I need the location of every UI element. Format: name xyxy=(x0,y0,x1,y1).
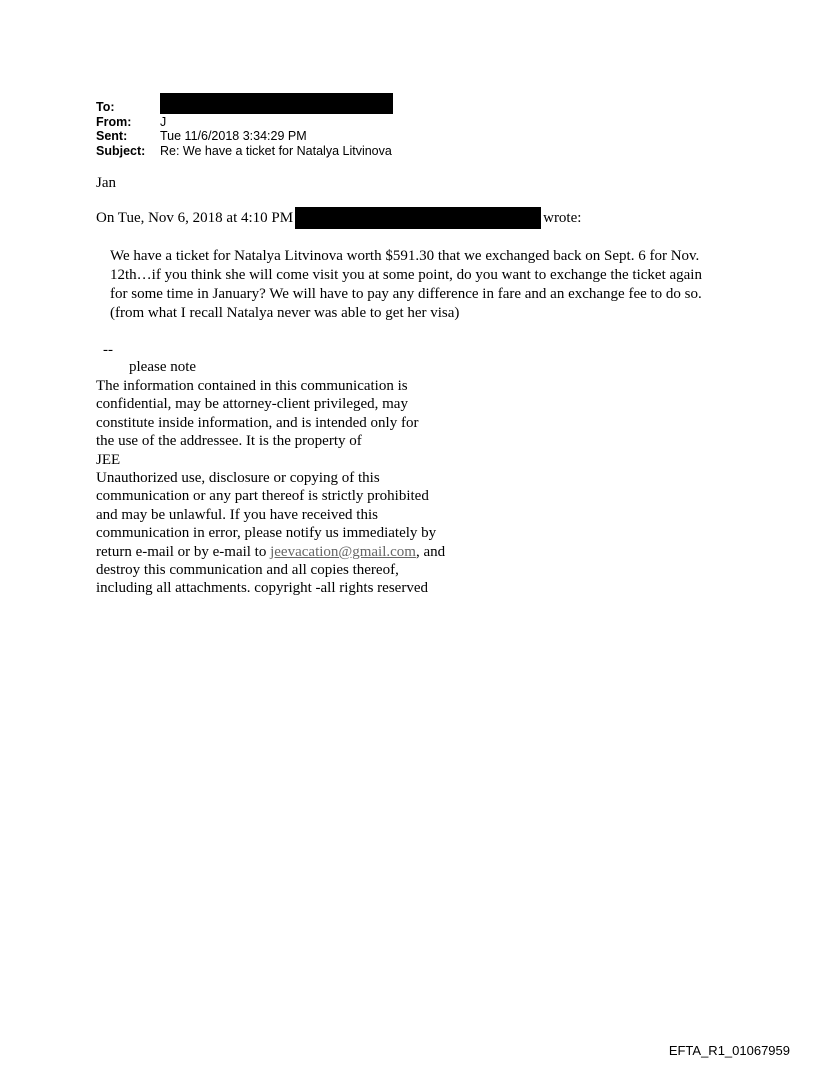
disclaimer-email-line xyxy=(96,543,496,561)
email-prefix: return e-mail or by e-mail to xyxy=(96,543,271,560)
signature-separator: -- xyxy=(103,342,113,358)
email-link[interactable]: jeevacation@gmail.com xyxy=(270,543,416,560)
disclaimer-line: including all attachments. copyright -all rights reserved xyxy=(96,580,428,597)
quote-attribution xyxy=(96,207,581,229)
attribution-wrote: wrote: xyxy=(543,209,582,226)
disclaimer-line: communication in error, please notify us immediately by xyxy=(96,525,437,542)
disclaimer-line: Unauthorized use, disclosure or copying of this xyxy=(96,470,380,487)
disclaimer-line: constitute inside information, and is intended only for xyxy=(96,414,419,431)
subject-value: Re: We have a ticket for Natalya Litvinova xyxy=(160,143,392,158)
to-label: To: xyxy=(96,100,115,114)
from-value: J xyxy=(160,114,167,129)
to-redaction xyxy=(160,93,393,114)
disclaimer-line: destroy this communication and all copies thereof, xyxy=(96,562,399,579)
disclaimer-line: The information contained in this communication is xyxy=(96,378,408,394)
from-label: From: xyxy=(96,114,132,129)
sent-label: Sent: xyxy=(96,129,128,143)
signature-note: please note xyxy=(129,359,197,375)
sent-value: Tue 11/6/2018 3:34:29 PM xyxy=(160,129,307,143)
email-header xyxy=(96,100,393,158)
sender-redaction xyxy=(295,207,541,229)
quoted-message: We have a ticket for Natalya Litvinova worth $591.30 that we exchanged back on Sept. 6 for Nov. 12th…if you think she will come visit you at some point, do you want to exchange the ticket again for some time in January? We will have to pay any difference in fare and an exchange fee to do so. (from what I recall Natalya never was able to get her visa) xyxy=(110,248,702,321)
salutation: Jan xyxy=(96,175,116,191)
attribution-date: On Tue, Nov 6, 2018 at 4:10 PM xyxy=(96,209,294,226)
disclaimer-line: and may be unlawful. If you have received this xyxy=(96,506,378,523)
confidentiality-disclaimer xyxy=(96,377,496,598)
document-id: EFTA_R1_01067959 xyxy=(668,1043,790,1058)
disclaimer-line: communication or any part thereof is strictly prohibited xyxy=(96,488,429,505)
email-suffix: , and xyxy=(415,543,446,560)
from-row xyxy=(96,115,393,130)
to-row xyxy=(96,100,393,115)
disclaimer-line: confidential, may be attorney-client privileged, may xyxy=(96,396,408,413)
disclaimer-line: JEE xyxy=(96,451,121,468)
subject-row xyxy=(96,144,393,159)
disclaimer-line: the use of the addressee. It is the property of xyxy=(96,433,362,450)
sent-row xyxy=(96,129,393,144)
subject-label: Subject: xyxy=(96,143,146,158)
